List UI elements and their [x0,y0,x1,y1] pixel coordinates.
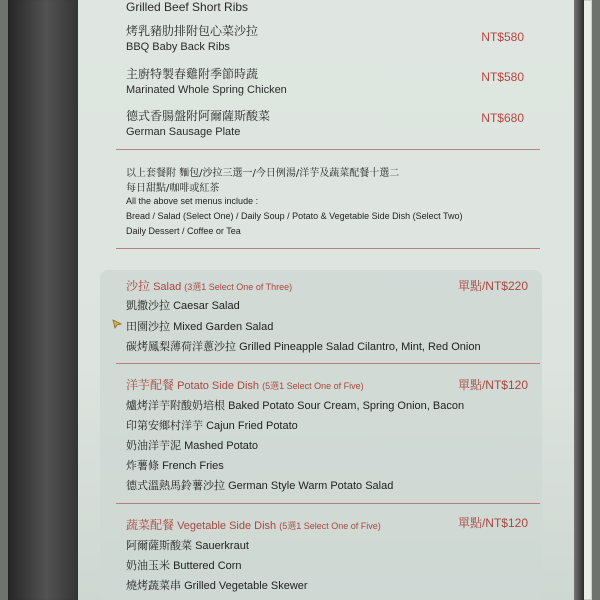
main-item-english: BBQ Baby Back Ribs [126,41,230,53]
divider-line [116,149,540,150]
list-item: 凱撒沙拉 Caesar Salad [126,299,240,312]
list-item: 燒烤蔬菜串 Grilled Vegetable Skewer [126,579,308,592]
section-price-potato: 單點/NT$120 [457,378,528,392]
section-title-vegetable: 蔬菜配餐 Vegetable Side Dish (5選1 Select One of Five) [126,518,381,532]
list-item: 爐烤洋芋附酸奶培根 Baked Potato Sour Cream, Spring Onion, Bacon [126,399,465,412]
main-item-chinese: 主廚特製春雞附季節時蔬 [126,67,259,81]
set-note-english: Daily Dessert / Coffee or Tea [126,226,241,236]
set-note-english: All the above set menus include : [126,196,259,206]
menu-page [78,0,574,600]
section-price-vegetable: 單點/NT$120 [457,516,528,530]
divider-line [116,363,540,364]
list-item: 阿爾薩斯酸菜 Sauerkraut [126,539,249,552]
menu-photo-frame [8,0,592,600]
set-note-english: Bread / Salad (Select One) / Daily Soup / Potato & Vegetable Side Dish (Select Two) [126,211,463,221]
main-item-chinese: 德式香腸盤附阿爾薩斯酸菜 [126,109,271,123]
section-title-salad: 沙拉 Salad (3選1 Select One of Three) [126,279,293,293]
set-note-chinese: 每日甜點/咖啡或紅茶 [126,183,220,194]
list-item: 田園沙拉 Mixed Garden Salad [126,320,274,333]
list-item: 炸薯條 French Fries [126,459,224,472]
list-item: 碳烤鳳梨薄荷洋蔥沙拉 Grilled Pineapple Salad Cilantro, Mint, Red Onion [126,340,481,353]
section-title-potato: 洋芋配餐 Potato Side Dish (5選1 Select One of Five) [126,378,364,392]
list-item: 印第安鄉村洋芋 Cajun Fried Potato [126,419,298,432]
main-item-price: NT$580 [481,30,524,44]
main-item-english: German Sausage Plate [126,126,241,138]
list-item: 德式溫熱馬鈴薯沙拉 German Style Warm Potato Salad [126,479,394,492]
main-item-english: Marinated Whole Spring Chicken [126,84,287,96]
list-item: 奶油洋芋泥 Mashed Potato [126,439,259,452]
section-price-salad: 單點/NT$220 [457,279,528,293]
divider-line [116,503,540,504]
list-item: 奶油玉米 Buttered Corn [126,559,242,572]
menu-binding-left [8,0,78,600]
main-item-english: Grilled Beef Short Ribs [126,0,249,14]
set-note-chinese: 以上套餐附 麵包/沙拉三選一/今日例湯/洋芋及蔬菜配餐十選二 [126,168,400,179]
main-item-price: NT$580 [481,70,524,84]
main-item-price: NT$680 [481,111,524,125]
pointer-icon [112,319,122,329]
main-item-chinese: 烤乳豬肋排附包心菜沙拉 [126,24,259,38]
divider-line [116,248,540,249]
